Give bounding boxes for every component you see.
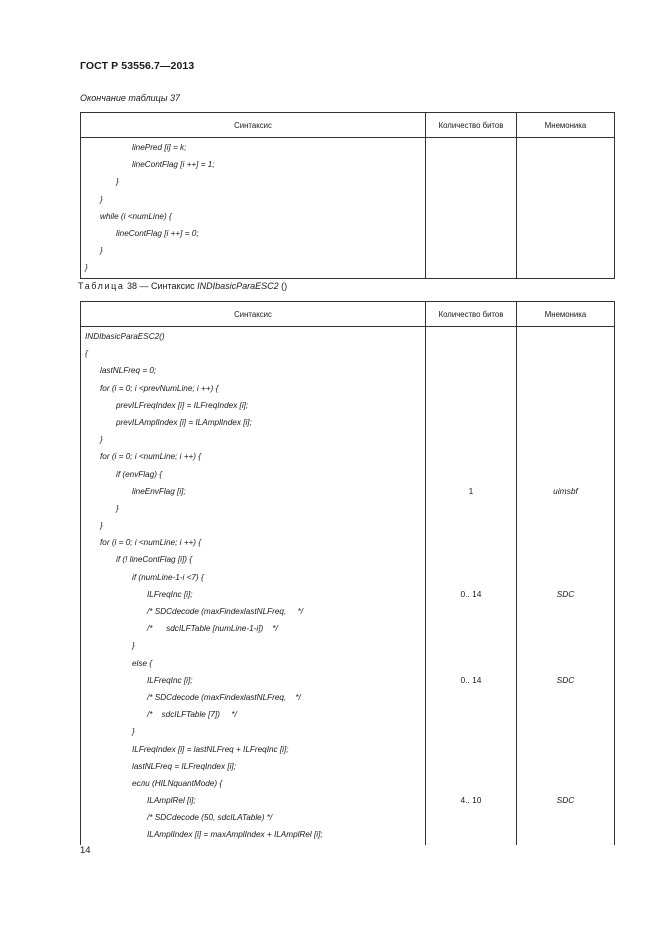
code-line: for (i = 0; i <numLine; i ++) { bbox=[100, 538, 202, 548]
code-line: if (envFlag) { bbox=[116, 469, 162, 479]
table-37-continuation-caption: Окончание таблицы 37 bbox=[80, 93, 180, 103]
column-header-bits: Количество битов bbox=[426, 113, 517, 138]
code-line: ILFreqInc [i]; bbox=[147, 675, 193, 685]
code-line: { bbox=[85, 349, 88, 359]
code-line: ILFreqIndex [i] = lastNLFreq + ILFreqInc [i]; bbox=[132, 744, 289, 754]
mnemonic-cell bbox=[517, 327, 615, 846]
column-header-mnemonic: Мнемоника bbox=[517, 113, 615, 138]
mnemonic-cell bbox=[517, 138, 615, 279]
table-caption-label: Таблица bbox=[78, 281, 125, 291]
column-header-syntax: Синтаксис bbox=[81, 113, 426, 138]
bit-count: 0.. 14 bbox=[460, 675, 482, 685]
code-line: prevILAmplIndex [i] = ILAmplIndex [i]; bbox=[116, 417, 252, 427]
code-line: for (i = 0; i <prevNumLine; i ++) { bbox=[100, 383, 219, 393]
code-line: lineContFlag [i ++] = 0; bbox=[116, 228, 199, 238]
code-line: /* SDCdecode (maxFindexlastNLFreq, */ bbox=[147, 607, 304, 616]
bit-count: 4.. 10 bbox=[460, 795, 482, 806]
code-line: if (! lineContFlag [i]) { bbox=[116, 555, 192, 565]
column-header-mnemonic: Мнемоника bbox=[517, 302, 615, 327]
code-line: } bbox=[100, 521, 103, 531]
mnemonic: uimsbf bbox=[553, 485, 578, 496]
code-line: /* SDCdecode (50, sdcILATable) */ bbox=[147, 813, 273, 823]
table-37 bbox=[80, 112, 615, 279]
mnemonic: SDC bbox=[556, 675, 575, 685]
syntax-code-cell bbox=[81, 327, 426, 846]
code-line: if (numLine-1-i <7) { bbox=[132, 572, 204, 582]
code-line: } bbox=[100, 194, 103, 204]
code-line: lineEnvFlag [i]; bbox=[132, 486, 186, 496]
code-line: /* sdcILFTable [7]) */ bbox=[147, 710, 237, 720]
table-caption-number: 38 — Синтаксис bbox=[127, 281, 198, 291]
code-line: ILAmplRel [i]; bbox=[147, 796, 196, 806]
code-line: /* SDCdecode (maxFindexlastNLFreq, */ bbox=[147, 692, 301, 702]
syntax-code-cell bbox=[81, 138, 426, 279]
code-line: } bbox=[85, 263, 88, 273]
table-caption-suffix: () bbox=[278, 281, 288, 291]
code-line: } bbox=[100, 246, 103, 256]
code-line: lastNLFreq = ILFreqIndex [i]; bbox=[132, 761, 236, 771]
table-38 bbox=[80, 301, 615, 845]
code-line: } bbox=[116, 503, 119, 513]
code-line: lastNLFreq = 0; bbox=[100, 366, 157, 376]
code-line: while (i <numLine) { bbox=[100, 211, 172, 221]
bit-count: 0.. 14 bbox=[460, 589, 482, 599]
code-line: } bbox=[100, 435, 103, 445]
code-line: } bbox=[116, 177, 119, 187]
bits-cell bbox=[426, 327, 517, 846]
mnemonic: SDC bbox=[556, 589, 575, 599]
document-header: ГОСТ Р 53556.7—2013 bbox=[80, 60, 195, 72]
code-line: ILFreqInc [i]; bbox=[147, 589, 193, 599]
bits-cell bbox=[426, 138, 517, 279]
mnemonic: SDC bbox=[556, 795, 575, 806]
column-header-syntax: Синтаксис bbox=[81, 302, 426, 327]
code-line: ILAmplIndex [i] = maxAmplIndex + ILAmplRel [i]; bbox=[147, 830, 323, 840]
code-line: } bbox=[132, 641, 135, 651]
code-line: for (i = 0; i <numLine; i ++) { bbox=[100, 452, 202, 462]
code-line: lineContFlag [i ++] = 1; bbox=[132, 160, 215, 170]
code-line: /* sdcILFTable [numLine-1-i]) */ bbox=[147, 624, 278, 634]
page-number: 14 bbox=[80, 845, 91, 856]
code-line: prevILFreqIndex [i] = ILFreqIndex [i]; bbox=[116, 400, 249, 410]
code-line: else { bbox=[132, 658, 153, 668]
table-caption-function-name: INDIbasicParaESC2 bbox=[197, 281, 279, 291]
code-line: } bbox=[132, 727, 135, 737]
bit-count: 1 bbox=[468, 485, 474, 496]
table-38-caption bbox=[78, 281, 287, 291]
code-line: если (HILNquantMode) { bbox=[132, 778, 223, 788]
code-line: INDIbasicParaESC2() bbox=[85, 332, 165, 341]
column-header-bits: Количество битов bbox=[426, 302, 517, 327]
code-line: linePred [i] = k; bbox=[132, 143, 187, 152]
